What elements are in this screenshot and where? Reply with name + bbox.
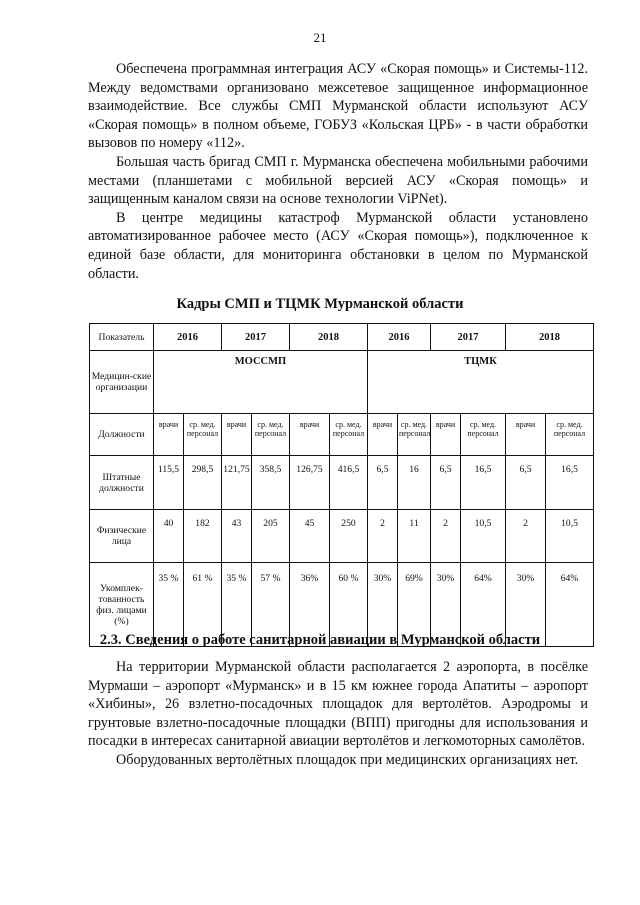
table-cell: 6,5 [506,456,546,510]
table-cell: 36% [290,563,330,647]
paragraph: Оборудованных вертолётных площадок при медицинских организациях нет. [116,751,579,768]
table-cell: 64% [461,563,506,647]
org-cell: ТЦМК [368,351,594,414]
table-cell: 16,5 [546,456,594,510]
table-cell: 182 [184,510,222,563]
position-cell: врачи [431,414,461,456]
org-cell: МОССМП [154,351,368,414]
org-row [90,351,594,414]
year-cell: 2016 [368,324,431,351]
position-cell: ср. мед. персонал [184,414,222,456]
paragraph: На территории Мурманской области располагается 2 аэропорта, в посёлке Мурмаши – аэропорт «Мурманск» и в 15 км южнее города Апатиты – аэропорт «Хибины», 26 взлетно-посадочных площадок для вертолётов. Аэродромы и грунтовые взлетно-посадочные площадки (ВПП) пригодны для использования и посадки в интересах санитарной авиации вертолётов и легкомоторных самолётов. [88,659,588,750]
page-number: 21 [313,30,327,45]
position-cell: врачи [290,414,330,456]
table-cell: 358,5 [252,456,290,510]
table-cell: 126,75 [290,456,330,510]
indicator-header: Показатель [90,324,154,351]
table-cell: 416,5 [330,456,368,510]
staff-table [89,323,594,647]
position-cell: ср. мед. персонал [398,414,431,456]
table-cell: 64% [546,563,594,647]
table-cell: 6,5 [368,456,398,510]
table-cell: 2 [431,510,461,563]
table-cell: 35 % [154,563,184,647]
org-row-label: Медицин-ские организации [90,351,154,414]
table-cell: 16 [398,456,431,510]
table-cell: 10,5 [546,510,594,563]
table-cell: 2 [506,510,546,563]
positions-row [90,414,594,456]
paragraph: В центре медицины катастроф Мурманской области установлено автоматизированное рабочее место (АСУ «Скорая помощь»), подключенное к единой базе области, для мониторинга обстановки в целом по Мурманской области. [88,209,588,282]
table-cell: 61 % [184,563,222,647]
position-cell: врачи [368,414,398,456]
table-cell: 30% [368,563,398,647]
table-cell: 69% [398,563,431,647]
table-cell: 10,5 [461,510,506,563]
table-cell: 30% [431,563,461,647]
position-cell: ср. мед. персонал [330,414,368,456]
position-cell: ср. мед. персонал [252,414,290,456]
table-cell: 35 % [222,563,252,647]
table-cell: 205 [252,510,290,563]
table-cell: 115,5 [154,456,184,510]
table-cell: 16,5 [461,456,506,510]
table-cell: 40 [154,510,184,563]
year-row [90,324,594,351]
positions-label: Должности [90,414,154,456]
table-cell: 121,75 [222,456,252,510]
year-cell: 2018 [506,324,594,351]
table-cell: 60 % [330,563,368,647]
year-cell: 2017 [431,324,506,351]
position-cell: врачи [222,414,252,456]
position-cell: врачи [506,414,546,456]
table-caption: Кадры СМП и ТЦМК Мурманской области [176,296,464,312]
table-cell: 250 [330,510,368,563]
paragraph: Большая часть бригад СМП г. Мурманска обеспечена мобильными рабочими местами (планшетами с мобильной версией АСУ «Скорая помощь» и защищенным каналом связи на основе технологии ViPNet). [88,153,588,208]
table-cell: 45 [290,510,330,563]
row-label: Физические лица [90,510,154,563]
year-cell: 2017 [222,324,290,351]
year-cell: 2016 [154,324,222,351]
table-cell: 6,5 [431,456,461,510]
position-cell: врачи [154,414,184,456]
row-label: Укомплек-тованность физ. лицами (%) [90,563,154,647]
table-cell: 2 [368,510,398,563]
table-cell: 30% [506,563,546,647]
table-row [90,456,594,510]
position-cell: ср. мед. персонал [461,414,506,456]
intro-text [88,60,588,283]
table-cell: 57 % [252,563,290,647]
year-cell: 2018 [290,324,368,351]
table-cell: 43 [222,510,252,563]
row-label: Штатные должности [90,456,154,510]
table-row [90,510,594,563]
table-cell: 11 [398,510,431,563]
position-cell: ср. мед. персонал [546,414,594,456]
table-cell: 298,5 [184,456,222,510]
paragraph: Обеспечена программная интеграция АСУ «Скорая помощь» и Системы-112. Между ведомствами организовано межсетевое защищенное информационное взаимодействие. Все службы СМП Мурманской области используют АСУ «Скорая помощь» в полном объеме, ГОБУЗ «Кольская ЦРБ» - в части обработки вызовов по номеру «112». [88,61,588,152]
section-heading: 2.3. Сведения о работе санитарной авиации в Мурманской области [99,632,541,648]
section-text [88,658,588,770]
